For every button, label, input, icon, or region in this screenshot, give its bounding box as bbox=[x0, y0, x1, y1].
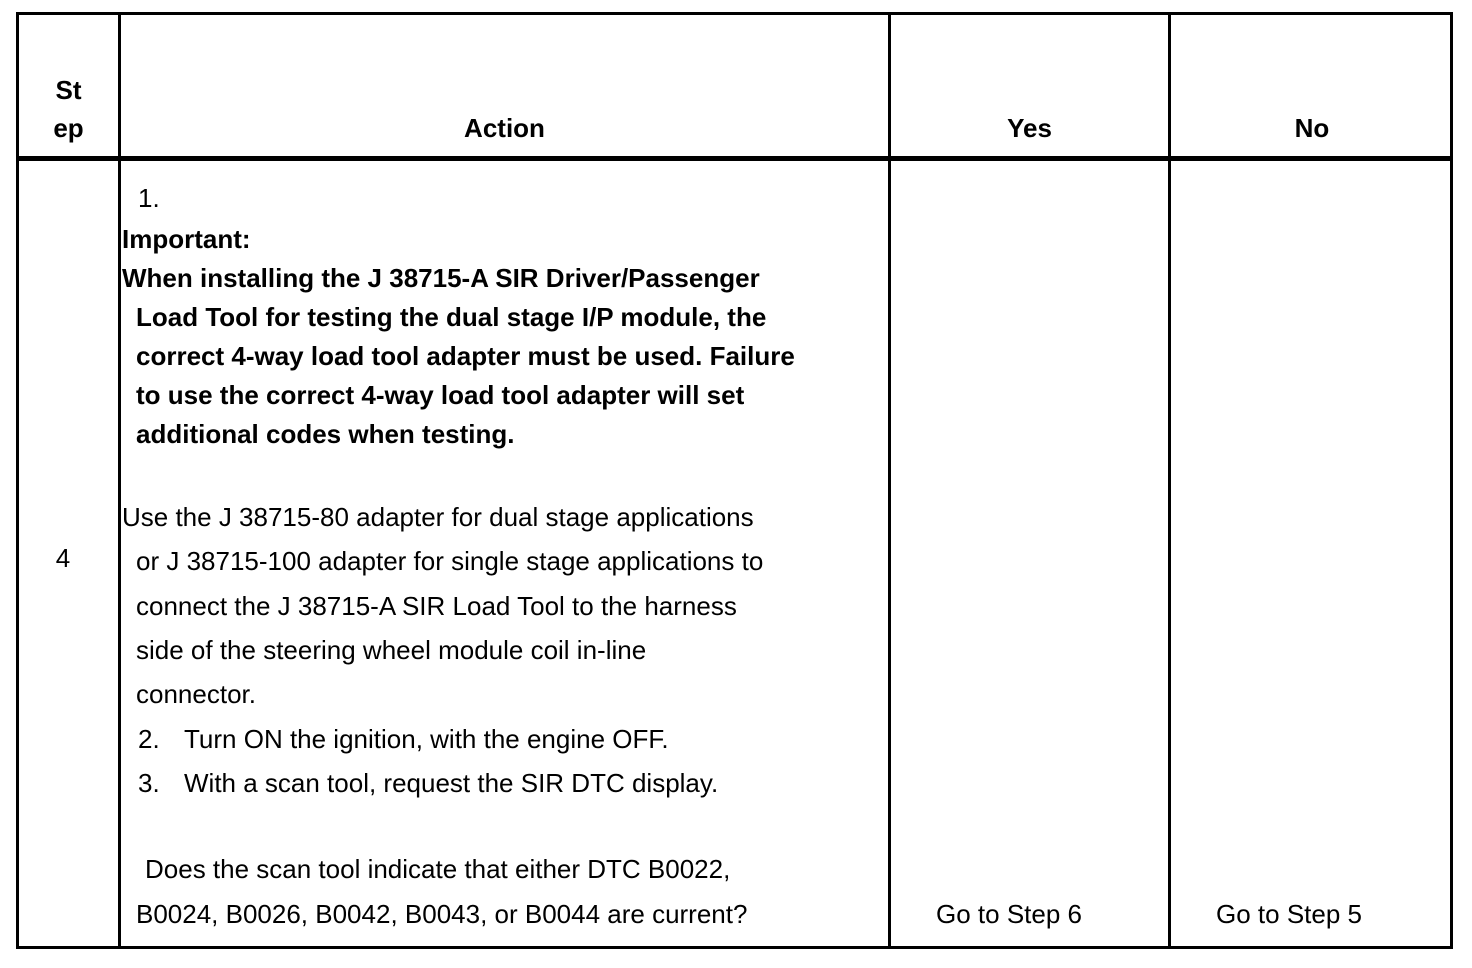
header-yes: Yes bbox=[1007, 113, 1052, 143]
step-number: 4 bbox=[55, 543, 71, 573]
important-line: to use the correct 4-way load tool adapter will set bbox=[136, 380, 745, 410]
item3-text: With a scan tool, request the SIR DTC display. bbox=[184, 768, 719, 798]
column-divider bbox=[118, 15, 121, 946]
important-line: Load Tool for testing the dual stage I/P module, the bbox=[136, 302, 767, 332]
instruction-line: connect the J 38715-A SIR Load Tool to the harness bbox=[136, 591, 737, 621]
yes-result: Go to Step 6 bbox=[936, 899, 1082, 929]
item2-number: 2. bbox=[138, 724, 160, 754]
important-line: correct 4-way load tool adapter must be used. Failure bbox=[136, 341, 795, 371]
item2-text: Turn ON the ignition, with the engine OFF. bbox=[184, 724, 669, 754]
important-line: additional codes when testing. bbox=[136, 419, 515, 449]
header-step-line2: ep bbox=[53, 113, 84, 143]
column-divider bbox=[888, 15, 891, 946]
question-line: Does the scan tool indicate that either DTC B0022, bbox=[145, 854, 731, 884]
header-step bbox=[19, 77, 118, 141]
important-line: When installing the J 38715-A SIR Driver/Passenger bbox=[122, 263, 760, 293]
header-divider bbox=[19, 156, 1450, 161]
no-result: Go to Step 5 bbox=[1216, 899, 1362, 929]
instruction-line: connector. bbox=[136, 679, 256, 709]
instruction-line: or J 38715-100 adapter for single stage applications to bbox=[136, 546, 764, 576]
column-divider bbox=[1168, 15, 1171, 946]
instruction-line: Use the J 38715-80 adapter for dual stage applications bbox=[122, 502, 754, 532]
important-label: Important: bbox=[122, 224, 251, 254]
diagnostic-table bbox=[16, 12, 1453, 949]
header-action: Action bbox=[464, 113, 545, 143]
item3-number: 3. bbox=[138, 768, 160, 798]
header-no: No bbox=[1294, 113, 1330, 143]
instruction-line: side of the steering wheel module coil in-line bbox=[136, 635, 647, 665]
header-step-line1: St bbox=[55, 75, 82, 105]
item1-number: 1. bbox=[138, 183, 160, 213]
question-line: B0024, B0026, B0042, B0043, or B0044 are current? bbox=[136, 899, 748, 929]
